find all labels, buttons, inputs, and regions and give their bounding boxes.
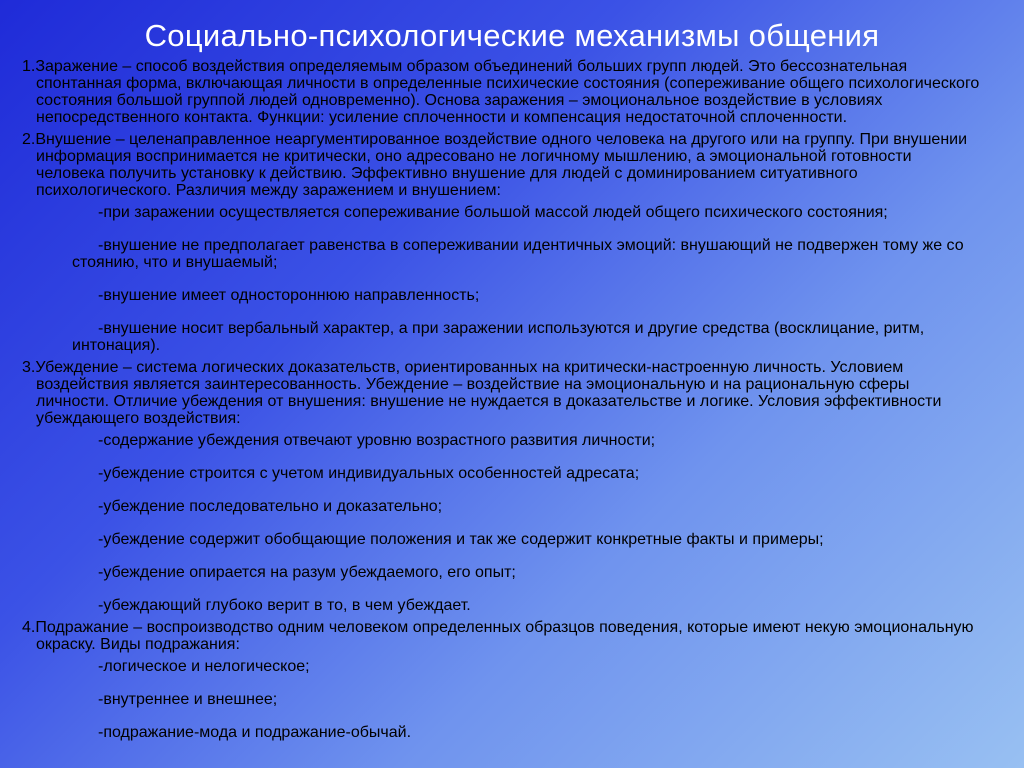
- suggestion-differences-list: [22, 204, 982, 354]
- imitation-types-list: [22, 658, 982, 741]
- list-item: -убеждение строится с учетом индивидуальных особенностей адресата;: [98, 465, 640, 482]
- slide-title: Социально-психологические механизмы общения: [144, 18, 880, 53]
- section-contagion: 1.Заражение – способ воздействия определяемым образом объединений больших групп людей. Это бессознательная спонтанная форма, включающая личности в определенные психические состояния (сопереживание общего психологического состояния большой группой людей одновременно). Основа заражения – эмоциональное воздействие в условиях непосредственного контакта. Функции: усиление сплоченности и компенсация недостаточной сплоченности.: [22, 58, 980, 126]
- list-item: -внушение носит вербальный характер, а при заражении используются и другие средства (восклицание, ритм, интонация).: [72, 320, 925, 354]
- list-item: -содержание убеждения отвечают уровню возрастного развития личности;: [98, 432, 656, 449]
- list-item: -внушение не предполагает равенства в сопереживании идентичных эмоций: внушающий не подвержен тому же со стоянию, что и внушаемый;: [72, 237, 964, 271]
- list-item: -убеждающий глубоко верит в то, в чем убеждает.: [98, 597, 471, 614]
- list-item: -подражание-мода и подражание-обычай.: [98, 724, 412, 741]
- list-item: -убеждение опирается на разум убеждаемого, его опыт;: [98, 564, 516, 581]
- persuasion-conditions-list: [22, 432, 982, 614]
- list-item: -логическое и нелогическое;: [98, 658, 310, 675]
- list-item: -убеждение последовательно и доказательно;: [98, 498, 443, 515]
- list-item: -при заражении осуществляется сопереживание большой массой людей общего психического состояния;: [98, 204, 888, 221]
- section-imitation: 4.Подражание – воспроизводство одним человеком определенных образцов поведения, которые имеют некую эмоциональную окраску. Виды подражания:: [22, 619, 974, 653]
- slide-content: [22, 58, 982, 746]
- list-item: -внушение имеет одностороннюю направленность;: [98, 287, 480, 304]
- list-item: -внутреннее и внешнее;: [98, 691, 278, 708]
- section-suggestion: 2.Внушение – целенаправленное неаргументированное воздействие одного человека на другого или на группу. При внушении информация воспринимается не критически, оно адресовано не логичному мышлению, а эмоциональной готовности человека получить установку к действию. Эффективно внушение для людей с доминированием ситуативного психологического. Различия между заражением и внушением:: [22, 131, 968, 199]
- section-persuasion: 3.Убеждение – система логических доказательств, ориентированных на критически-настроенную личность. Условием воздействия является заинтересованность. Убеждение – воздействие на эмоциональную и на рациональную сферы личности. Отличие убеждения от внушения: внушение не нуждается в доказательстве и логике. Условия эффективности убеждающего воздействия:: [22, 359, 942, 427]
- list-item: -убеждение содержит обобщающие положения и так же содержит конкретные факты и примеры;: [98, 531, 824, 548]
